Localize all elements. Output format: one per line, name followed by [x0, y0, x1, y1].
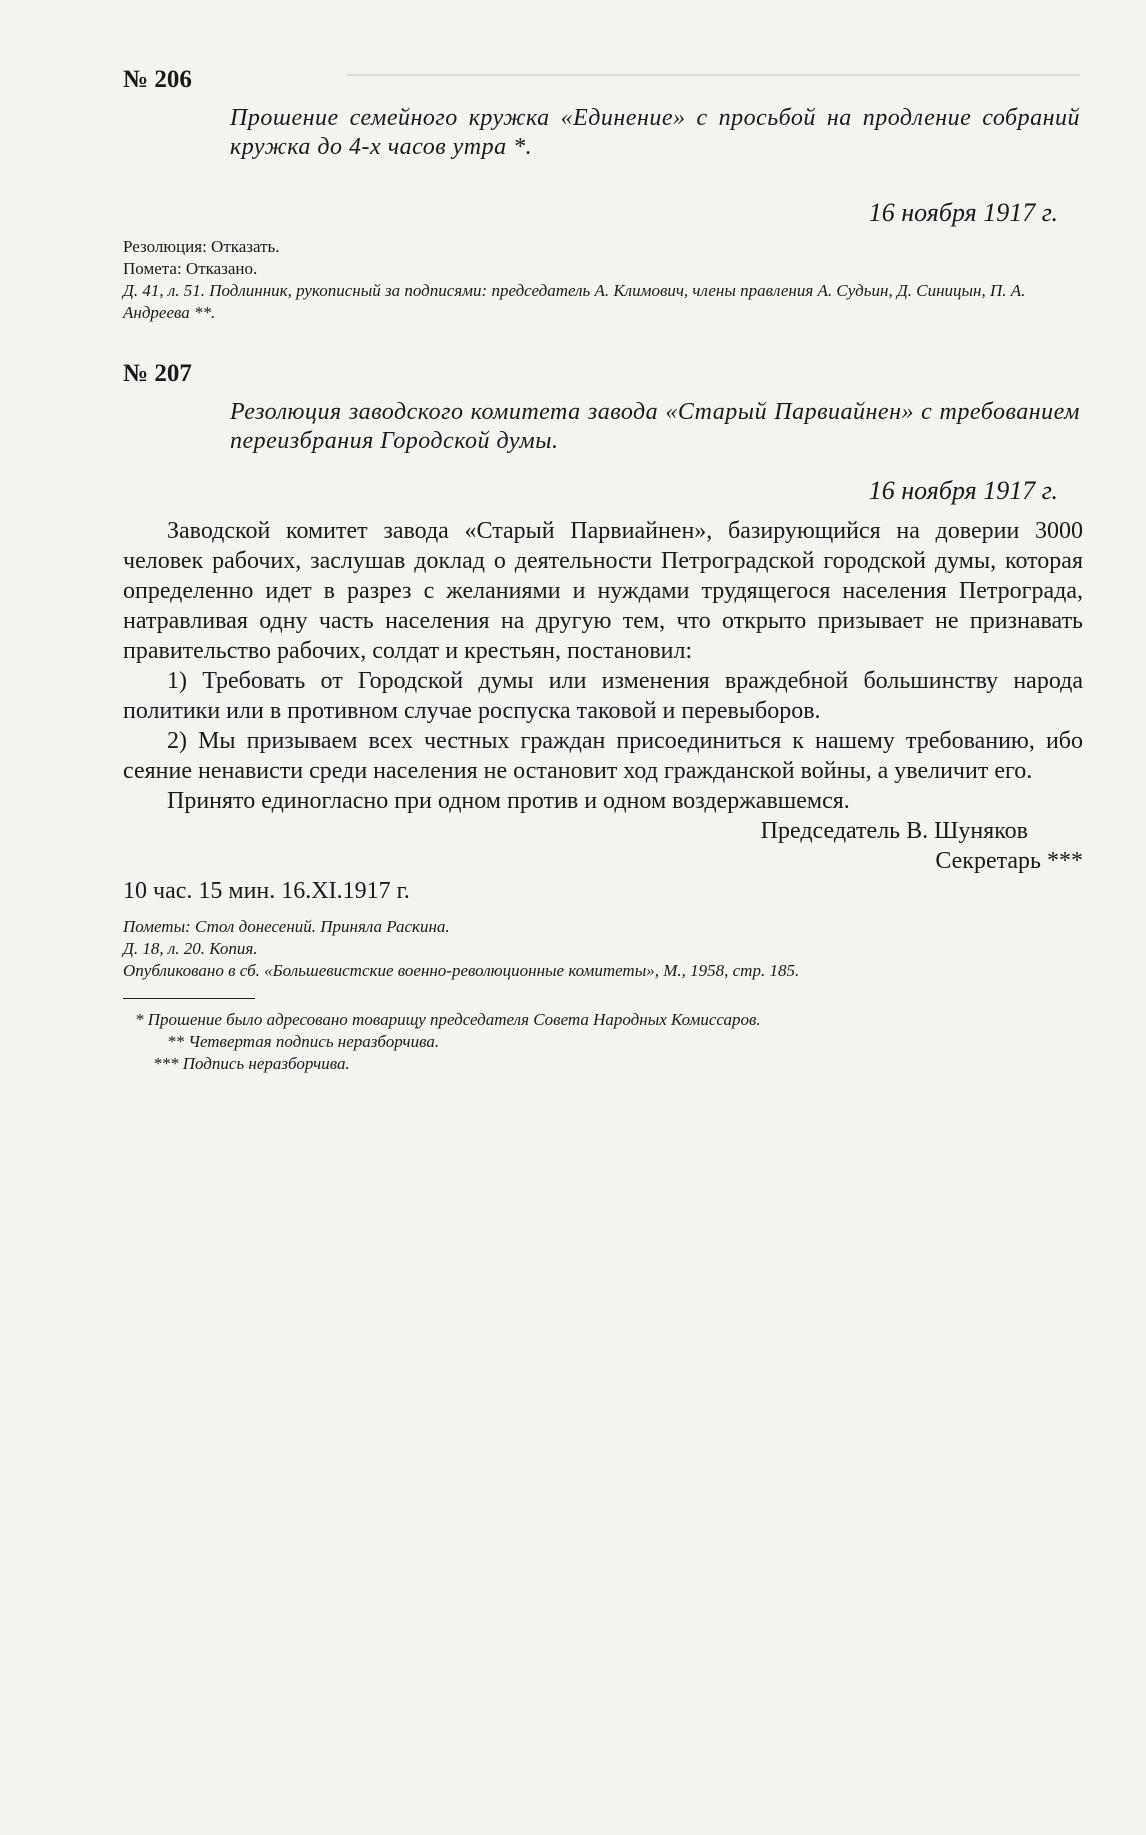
- doc-207-markings: Пометы: Стол донесений. Приняла Раскина.: [123, 917, 450, 936]
- doc-207-source: Д. 18, л. 20. Копия.: [123, 939, 258, 958]
- footnote-3: *** Подпись неразборчива.: [153, 1054, 350, 1073]
- doc-206-number: № 206: [123, 66, 192, 93]
- footnote-2: ** Четвертая подпись неразборчива.: [167, 1032, 440, 1051]
- doc-206-resolution: Резолюция: Отказать.: [123, 237, 280, 256]
- page-content: [123, 66, 1083, 1075]
- bleed-through-text: ─────────────────────────────────────────────: [346, 62, 1080, 87]
- doc-207-published: Опубликовано в сб. «Большевистские военно-революционные комитеты», М., 1958, стр. 185.: [123, 961, 800, 980]
- doc-207-paragraph: Принято единогласно при одном против и одном воздержавшемся.: [167, 788, 850, 814]
- doc-206-title: Прошение семейного кружка «Единение» с просьбой на продление собраний кружка до 4-х часов утра *.: [230, 105, 1080, 160]
- footnote-1: * Прошение было адресовано товарищу председателя Совета Народных Комиссаров.: [135, 1010, 761, 1029]
- doc-207-time: 10 час. 15 мин. 16.XI.1917 г.: [123, 878, 410, 904]
- doc-207-date: 16 ноября 1917 г.: [868, 476, 1058, 505]
- doc-207-paragraph: Заводской комитет завода «Старый Парвиайнен», базирующийся на доверии 3000 человек рабочих, заслушав доклад о деятельности Петроградской городской думы, которая определенно идет в разрез с желаниями и нуждами трудящегося населения Петрограда, натравливая одну часть населения на другую тем, что открыто призывает не признавать правительство рабочих, солдат и крестьян, постановил:: [123, 518, 1083, 664]
- doc-207-number: № 207: [123, 360, 192, 387]
- doc-206-source: Д. 41, л. 51. Подлинник, рукописный за подписями: председатель А. Климович, члены правления А. Судьин, Д. Синицын, П. А. Андреева **.: [123, 281, 1026, 322]
- doc-207-paragraph: 2) Мы призываем всех честных граждан присоединиться к нашему требованию, ибо сеяние ненависти среди населения не остановит ход гражданской войны, а увеличит его.: [123, 728, 1083, 784]
- doc-207-secretary-signature: Секретарь ***: [935, 848, 1083, 874]
- doc-207-chairman-signature: Председатель В. Шуняков: [760, 818, 1028, 844]
- doc-206-date: 16 ноября 1917 г.: [868, 198, 1058, 227]
- doc-207-paragraph: 1) Требовать от Городской думы или изменения враждебной большинству народа политики или в противном случае роспуска таковой и перевыборов.: [123, 668, 1083, 724]
- doc-206-marking: Помета: Отказано.: [123, 259, 258, 278]
- footnote-separator: [123, 998, 255, 999]
- doc-207-title: Резолюция заводского комитета завода «Старый Парвиайнен» с требованием переизбрания Городской думы.: [230, 399, 1080, 454]
